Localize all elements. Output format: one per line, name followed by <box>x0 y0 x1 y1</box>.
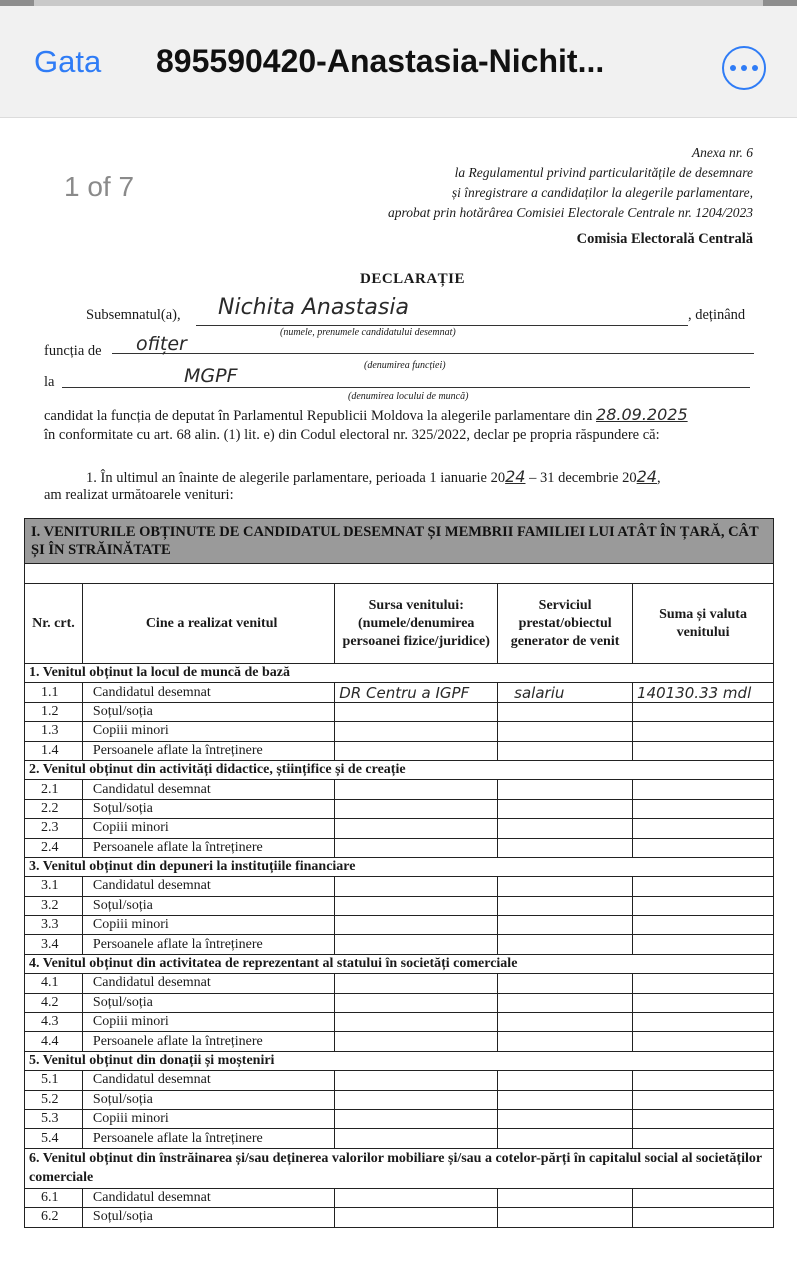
section-title: 2. Venitul obținut din activități didactice, științifice și de creație <box>25 760 774 779</box>
row-nr: 3.4 <box>25 935 83 954</box>
functia-label: funcția de <box>44 343 102 359</box>
row-nr: 5.3 <box>25 1109 83 1128</box>
row-nr: 2.3 <box>25 819 83 838</box>
row-service <box>498 819 633 838</box>
subsemnatul-hint: (numele, prenumele candidatului desemnat) <box>280 327 456 338</box>
row-source <box>335 974 498 993</box>
row-sum <box>633 819 774 838</box>
table-row <box>25 974 774 993</box>
row-service <box>498 1208 633 1227</box>
row-who: Soțul/soția <box>82 896 334 915</box>
year2-handwriting: 24 <box>636 467 657 486</box>
row-nr: 2.1 <box>25 780 83 799</box>
row-nr: 1.4 <box>25 741 83 760</box>
table-row <box>25 1129 774 1148</box>
row-nr: 2.2 <box>25 799 83 818</box>
header-service: Serviciul prestat/obiectul generator de venit <box>498 584 633 664</box>
table-row <box>25 819 774 838</box>
functia-underline <box>112 353 754 354</box>
subsemnatul-underline <box>196 325 688 326</box>
row-service <box>498 1090 633 1109</box>
point1-text-c: , <box>656 470 661 486</box>
row-service <box>498 1013 633 1032</box>
la-handwriting: MGPF <box>184 365 238 387</box>
annex-line: aprobat prin hotărârea Comisiei Electorale Centrale nr. 1204/2023 <box>388 205 753 220</box>
row-who: Candidatul desemnat <box>82 974 334 993</box>
candidat-line <box>44 405 688 425</box>
row-source <box>335 896 498 915</box>
row-sum <box>633 838 774 857</box>
row-sum <box>633 1129 774 1148</box>
row-sum <box>633 896 774 915</box>
la-underline <box>62 387 750 388</box>
header-sum: Suma și valuta venitului <box>633 584 774 664</box>
row-nr: 5.1 <box>25 1071 83 1090</box>
row-nr: 5.4 <box>25 1129 83 1148</box>
row-source <box>335 1109 498 1128</box>
year1-handwriting: 24 <box>505 467 526 486</box>
table-row <box>25 1013 774 1032</box>
row-who: Soțul/soția <box>82 1090 334 1109</box>
row-sum <box>633 935 774 954</box>
row-source <box>335 1188 498 1207</box>
point1-line <box>86 467 661 487</box>
row-service <box>498 993 633 1012</box>
row-who: Copiii minori <box>82 916 334 935</box>
row-source <box>335 935 498 954</box>
section-row <box>25 1148 774 1188</box>
row-service <box>498 702 633 721</box>
row-sum <box>633 1109 774 1128</box>
row-who: Candidatul desemnat <box>82 877 334 896</box>
header-source: Sursa venitului: (numele/denumirea persoanei fizice/juridice) <box>335 584 498 664</box>
row-nr: 4.2 <box>25 993 83 1012</box>
point1-text-a: 1. În ultimul an înainte de alegerile parlamentare, perioada 1 ianuarie 20 <box>86 470 506 486</box>
row-who: Candidatul desemnat <box>82 683 334 702</box>
row-who: Copiii minori <box>82 722 334 741</box>
candidat-text: candidat la funcția de deputat în Parlamentul Republicii Moldova la alegerile parlamentare din <box>44 408 593 424</box>
row-service <box>498 974 633 993</box>
row-sum-handwriting: 140130.33 mdl <box>633 683 774 702</box>
row-nr: 4.4 <box>25 1032 83 1051</box>
row-source <box>335 916 498 935</box>
table-row <box>25 1090 774 1109</box>
row-source-handwriting: DR Centru a IGPF <box>335 683 498 702</box>
row-service <box>498 780 633 799</box>
subsemnatul-label: Subsemnatul(a), <box>86 307 181 323</box>
row-source <box>335 1032 498 1051</box>
table-row <box>25 702 774 721</box>
row-sum <box>633 1032 774 1051</box>
row-who: Persoanele aflate la întreținere <box>82 838 334 857</box>
la-label: la <box>44 374 55 390</box>
table-row <box>25 741 774 760</box>
row-who: Copiii minori <box>82 819 334 838</box>
point1-line2: am realizat următoarele venituri: <box>44 487 234 503</box>
row-sum <box>633 1090 774 1109</box>
row-sum <box>633 1188 774 1207</box>
row-service <box>498 1129 633 1148</box>
row-service <box>498 916 633 935</box>
viewer-header <box>0 6 797 118</box>
income-table <box>24 583 774 1228</box>
section-title: 6. Venitul obținut din înstrăinarea și/sau deținerea valorilor mobiliare și/sau a cotelor-părți în capitalul social al societăților comerciale <box>25 1148 774 1188</box>
annex-block <box>293 143 753 223</box>
row-sum <box>633 877 774 896</box>
subsemnatul-handwriting: Nichita Anastasia <box>218 295 409 320</box>
table-row <box>25 896 774 915</box>
row-service-handwriting: salariu <box>498 683 633 702</box>
section-title-banner: I. VENITURILE OBȚINUTE DE CANDIDATUL DESEMNAT ȘI MEMBRII FAMILIEI LUI ATÂT ÎN ȚARĂ, CÂT ȘI ÎN STRĂINĂTATE <box>24 518 774 564</box>
row-sum <box>633 1071 774 1090</box>
annex-line: Anexa nr. 6 <box>691 145 753 160</box>
election-date-handwriting: 28.09.2025 <box>596 405 688 424</box>
table-header-row <box>25 584 774 664</box>
row-nr: 1.1 <box>25 683 83 702</box>
page-counter: 1 of 7 <box>64 171 135 202</box>
table-row <box>25 838 774 857</box>
row-who: Soțul/soția <box>82 1208 334 1227</box>
done-button[interactable]: Gata <box>34 44 102 79</box>
row-sum <box>633 993 774 1012</box>
row-source <box>335 741 498 760</box>
table-row <box>25 935 774 954</box>
commission-name: Comisia Electorală Centrală <box>576 231 753 247</box>
table-row <box>25 722 774 741</box>
row-nr: 1.2 <box>25 702 83 721</box>
row-service <box>498 722 633 741</box>
table-row <box>25 683 774 702</box>
row-service <box>498 741 633 760</box>
row-sum <box>633 974 774 993</box>
ellipsis-circle-icon[interactable] <box>722 46 766 90</box>
row-nr: 3.2 <box>25 896 83 915</box>
row-nr: 5.2 <box>25 1090 83 1109</box>
row-service <box>498 877 633 896</box>
row-nr: 3.3 <box>25 916 83 935</box>
row-source <box>335 780 498 799</box>
row-sum <box>633 741 774 760</box>
table-row <box>25 916 774 935</box>
row-source <box>335 1013 498 1032</box>
table-row <box>25 780 774 799</box>
row-nr: 2.4 <box>25 838 83 857</box>
functia-handwriting: ofițer <box>136 333 187 355</box>
section-row <box>25 857 774 876</box>
row-service <box>498 1188 633 1207</box>
row-sum <box>633 722 774 741</box>
declaration-title: DECLARAȚIE <box>360 271 466 287</box>
row-source <box>335 722 498 741</box>
row-service <box>498 1032 633 1051</box>
section-title: 3. Venitul obținut din depuneri la instituțiile financiare <box>25 857 774 876</box>
row-service <box>498 838 633 857</box>
row-nr: 6.2 <box>25 1208 83 1227</box>
row-source <box>335 838 498 857</box>
row-nr: 3.1 <box>25 877 83 896</box>
row-who: Soțul/soția <box>82 702 334 721</box>
table-row <box>25 1188 774 1207</box>
table-row <box>25 1208 774 1227</box>
header-nr: Nr. crt. <box>25 584 83 664</box>
row-who: Persoanele aflate la întreținere <box>82 935 334 954</box>
section-title: 1. Venitul obținut la locul de muncă de bază <box>25 664 774 683</box>
row-sum <box>633 1208 774 1227</box>
row-who: Persoanele aflate la întreținere <box>82 1129 334 1148</box>
row-source <box>335 799 498 818</box>
row-service <box>498 935 633 954</box>
row-who: Persoanele aflate la întreținere <box>82 1032 334 1051</box>
row-who: Candidatul desemnat <box>82 1188 334 1207</box>
functia-hint: (denumirea funcției) <box>364 360 446 371</box>
section-row <box>25 954 774 973</box>
section-row <box>25 1051 774 1070</box>
section-row <box>25 760 774 779</box>
row-service <box>498 1071 633 1090</box>
table-row <box>25 993 774 1012</box>
header-who: Cine a realizat venitul <box>82 584 334 664</box>
row-source <box>335 1090 498 1109</box>
document-page[interactable] <box>0 119 797 1280</box>
row-who: Candidatul desemnat <box>82 780 334 799</box>
banner-spacer <box>24 564 774 583</box>
table-row <box>25 877 774 896</box>
section-title: 4. Venitul obținut din activitatea de reprezentant al statului în societăți comerciale <box>25 954 774 973</box>
row-sum <box>633 799 774 818</box>
table-row <box>25 1109 774 1128</box>
table-row <box>25 799 774 818</box>
section-title: 5. Venitul obținut din donații și moșteniri <box>25 1051 774 1070</box>
row-source <box>335 1071 498 1090</box>
document-title: 895590420-Anastasia-Nichit... <box>156 43 605 79</box>
row-nr: 4.1 <box>25 974 83 993</box>
conform-line: în conformitate cu art. 68 alin. (1) lit. e) din Codul electoral nr. 325/2022, declar pe propria răspundere că: <box>44 427 660 443</box>
row-nr: 4.3 <box>25 1013 83 1032</box>
row-source <box>335 702 498 721</box>
row-sum <box>633 780 774 799</box>
row-sum <box>633 1013 774 1032</box>
detinand-label: , deținând <box>688 307 746 323</box>
row-service <box>498 1109 633 1128</box>
row-source <box>335 877 498 896</box>
annex-line: și înregistrare a candidaților la alegerile parlamentare, <box>451 185 753 200</box>
row-sum <box>633 702 774 721</box>
row-who: Candidatul desemnat <box>82 1071 334 1090</box>
row-service <box>498 799 633 818</box>
row-source <box>335 1208 498 1227</box>
row-service <box>498 896 633 915</box>
row-nr: 1.3 <box>25 722 83 741</box>
point1-text-b: – 31 decembrie 20 <box>525 470 637 486</box>
row-source <box>335 993 498 1012</box>
table-row <box>25 1071 774 1090</box>
row-who: Copiii minori <box>82 1013 334 1032</box>
row-source <box>335 1129 498 1148</box>
row-who: Copiii minori <box>82 1109 334 1128</box>
section-row <box>25 664 774 683</box>
annex-line: la Regulamentul privind particularitățile de desemnare <box>454 165 753 180</box>
row-source <box>335 819 498 838</box>
row-who: Soțul/soția <box>82 993 334 1012</box>
row-nr: 6.1 <box>25 1188 83 1207</box>
table-row <box>25 1032 774 1051</box>
la-hint: (denumirea locului de muncă) <box>348 391 469 402</box>
row-who: Soțul/soția <box>82 799 334 818</box>
row-who: Persoanele aflate la întreținere <box>82 741 334 760</box>
row-sum <box>633 916 774 935</box>
